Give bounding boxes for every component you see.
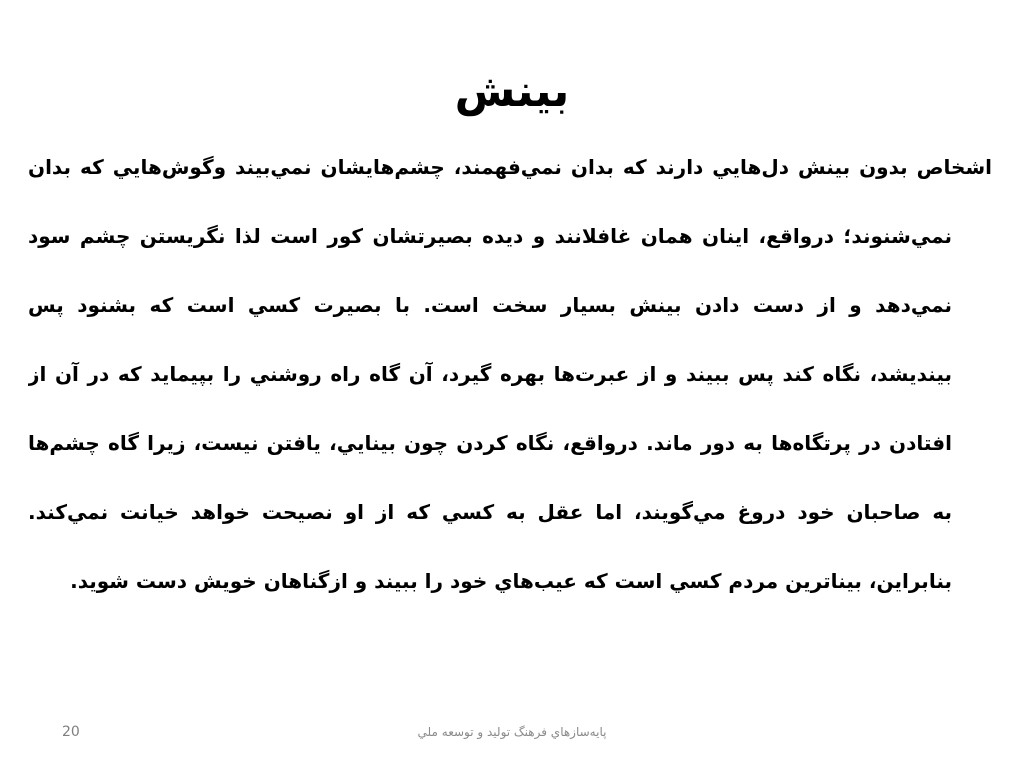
body-line: نمي‌شنوند؛ درواقع، اينان همان غافلانند و ديده بصيرتشان كور است لذا نگريستن چشم سود <box>28 224 952 248</box>
slide-body-text <box>28 142 992 625</box>
body-line: افتادن در پرتگاه‌ها به دور ماند. درواقع، نگاه كردن چون بينايي، يافتن نيست، زيرا گاه چشم‌ها <box>28 431 952 455</box>
body-line: بينديشد، نگاه كند پس ببيند و از عبرت‌ها بهره گيرد، آن گاه راه روشني را بپيمايد كه در آن از <box>28 362 952 386</box>
body-line: اشخاص بدون بينش دل‌هايي دارند كه بدان نمي‌فهمند، چشم‌هايشان نمي‌بيند وگوش‌هايي كه بدان <box>28 155 992 179</box>
slide-title: بينش <box>454 66 570 117</box>
body-line: به صاحبان خود دروغ مي‌گويند، اما عقل به كسي كه از او نصيحت خواهد خيانت نمي‌كند. <box>28 500 952 524</box>
body-line: نمي‌دهد و از دست دادن بينش بسيار سخت است. با بصيرت كسي است كه بشنود پس <box>28 293 952 317</box>
slide-footer <box>0 722 1024 746</box>
body-line: بنابراين، بيناترين مردم كسي است كه عيب‌هاي خود را ببيند و ازگناهان خويش دست شويد. <box>70 569 952 593</box>
footer-caption: پايه‌سازهاي فرهنگ توليد و توسعه ملي <box>417 725 607 739</box>
page-number: 20 <box>62 724 80 740</box>
